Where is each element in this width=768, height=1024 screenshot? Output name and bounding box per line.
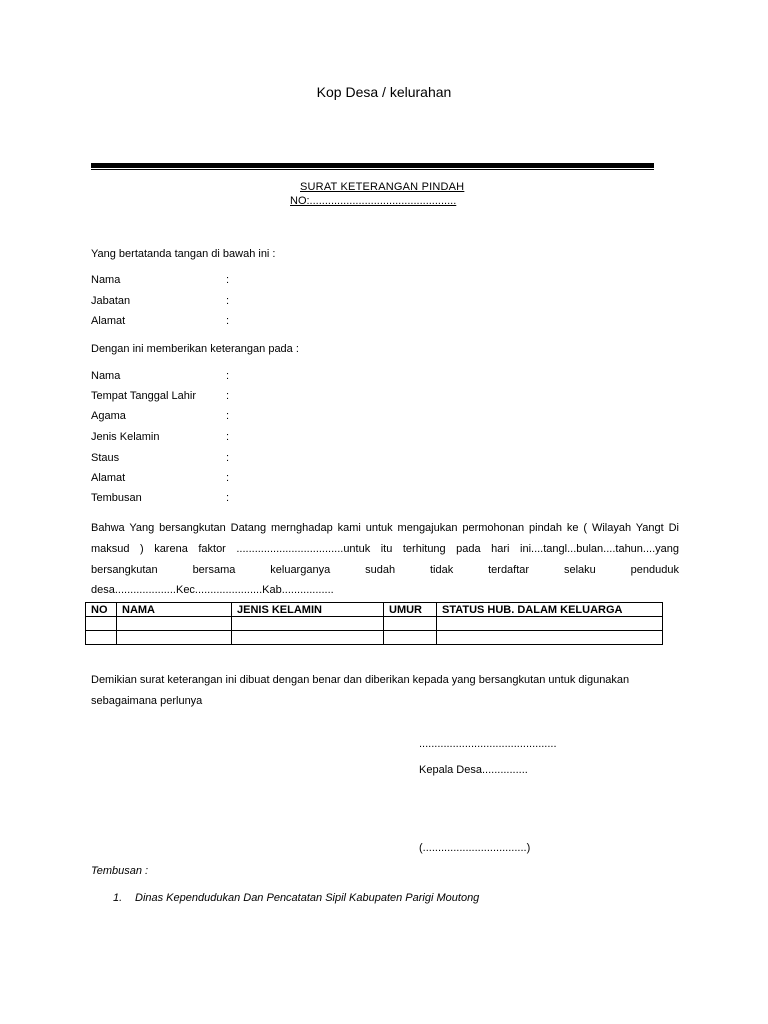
table-cell [437, 617, 663, 631]
signer-intro: Yang bertatanda tangan di bawah ini : [91, 248, 276, 260]
field-label: Alamat [91, 472, 126, 484]
table-header-row [86, 603, 663, 617]
table-row [86, 617, 663, 631]
field-label: Nama [91, 274, 121, 286]
field-label: Agama [91, 410, 126, 422]
cc-item: Dinas Kependudukan Dan Pencatatan Sipil Kabupaten Parigi Moutong [135, 892, 480, 904]
field-label: Tembusan [91, 492, 142, 504]
field-colon: : [226, 410, 230, 422]
field-colon: : [226, 295, 230, 307]
table-cell [86, 617, 117, 631]
family-members-table [85, 602, 663, 645]
col-header-no: NO [86, 603, 117, 617]
col-header-status: STATUS HUB. DALAM KELUARGA [437, 603, 663, 617]
field-label: Jabatan [91, 295, 131, 307]
table-cell [117, 631, 232, 645]
field-label: Jenis Kelamin [91, 431, 160, 443]
letterhead-placeholder: Kop Desa / kelurahan [316, 84, 452, 100]
field-colon: : [226, 452, 230, 464]
table-row [86, 631, 663, 645]
letterhead-rule-thick [91, 163, 654, 168]
field-colon: : [226, 274, 230, 286]
field-colon: : [226, 492, 230, 504]
field-colon: : [226, 390, 230, 402]
table-cell [384, 631, 437, 645]
field-label: Alamat [91, 315, 126, 327]
field-colon: : [226, 472, 230, 484]
subject-intro: Dengan ini memberikan keterangan pada : [91, 343, 299, 355]
col-header-umur: UMUR [384, 603, 437, 617]
field-colon: : [226, 315, 230, 327]
col-header-jenis-kelamin: JENIS KELAMIN [232, 603, 384, 617]
table-cell [232, 617, 384, 631]
table-cell [437, 631, 663, 645]
table-cell [232, 631, 384, 645]
field-label: Nama [91, 370, 121, 382]
closing-statement: Demikian surat keterangan ini dibuat dengan benar dan diberikan kepada yang bersangkutan untuk digunakan sebagaimana perlunya [91, 674, 630, 707]
field-label: Staus [91, 452, 120, 464]
field-colon: : [226, 370, 230, 382]
statement-paragraph: Bahwa Yang bersangkutan Datang mernghadap kami untuk mengajukan permohonan pindah ke ( Wilayah Yangt Di maksud ) karena faktor ...................................untuk itu terhitung pada hari ini....tangl...bulan....tahun....yang bersangkutan bersama keluarganya sudah tidak terdaftar selaku penduduk desa....................Kec......................Kab................. [91, 522, 679, 597]
document-title: SURAT KETERANGAN PINDAH [300, 181, 465, 193]
signature-line: ............................................. [419, 738, 557, 750]
cc-label: Tembusan : [91, 865, 149, 877]
table-cell [86, 631, 117, 645]
signer-name: (..................................) [419, 842, 531, 854]
letterhead-rule-thin [91, 169, 654, 170]
table-cell [384, 617, 437, 631]
document-number: NO:................................................ [290, 195, 457, 207]
field-colon: : [226, 431, 230, 443]
col-header-nama: NAMA [117, 603, 232, 617]
signer-position: Kepala Desa............... [419, 764, 528, 776]
cc-item-number: 1. [113, 892, 123, 904]
field-label: Tempat Tanggal Lahir [91, 390, 196, 402]
table-cell [117, 617, 232, 631]
